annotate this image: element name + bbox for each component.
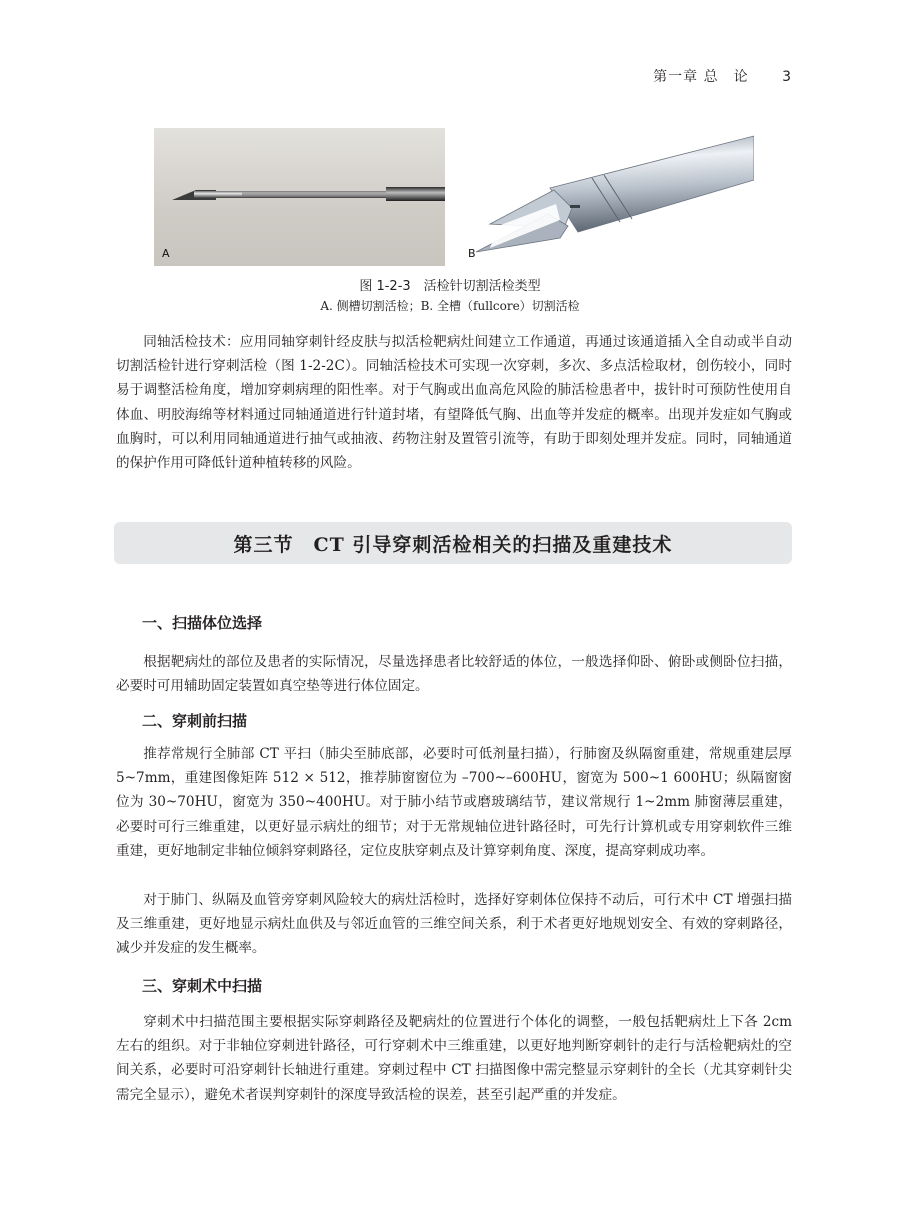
- paragraph-intraoperative-scan: 穿刺术中扫描范围主要根据实际穿刺路径及靶病灶的位置进行个体化的调整，一般包括靶病灶上下各 2cm 左右的组织。对于非轴位穿刺进针路径，可行穿刺术中三维重建，以更好地判断穿刺针的走行与活检靶病灶的空间关系，必要时可沿穿刺针长轴进行重建。穿刺过程中 CT 扫描图像中需完整显示穿刺针的全长（尤其穿刺针尖需完全显示），避免术者误判穿刺针的深度导致活检的误差，甚至引起严重的并发症。: [116, 1014, 792, 1103]
- section-title: 第三节 CT 引导穿刺活检相关的扫描及重建技术: [233, 533, 673, 556]
- figure-1-2-3: [154, 128, 754, 266]
- figure-caption: [0, 278, 900, 315]
- panel-b-label: B: [468, 247, 476, 260]
- paragraph-enhanced-scan: 对于肺门、纵隔及血管旁穿刺风险较大的病灶活检时，选择好穿刺体位保持不动后，可行术中 CT 增强扫描及三维重建，更好地显示病灶血供及与邻近血管的三维空间关系，利于术者更好地规划安全、有效的穿刺路径，减少并发症的发生概率。: [116, 892, 792, 957]
- subsection-heading-3: 三、穿刺术中扫描: [142, 977, 263, 995]
- subsection-heading-2: 二、穿刺前扫描: [142, 712, 248, 730]
- paragraph-pre-scan: 推荐常规行全肺部 CT 平扫（肺尖至肺底部，必要时可低剂量扫描），行肺窗及纵隔窗重建，常规重建层厚 5~7mm，重建图像矩阵 512 × 512，推荐肺窗窗位为 –700~–600HU，窗宽为 500~1 600HU；纵隔窗窗位为 30~70HU，窗宽为 350~400HU。对于肺小结节或磨玻璃结节，建议常规行 1~2mm 肺窗薄层重建，必要时可行三维重建，以更好显示病灶的细节；对于无常规轴位进针路径时，可先行计算机或专用穿刺软件三维重建，更好地制定非轴位倾斜穿刺路径，定位皮肤穿刺点及计算穿刺角度、深度，提高穿刺成功率。: [116, 746, 792, 859]
- paragraph-positioning: 根据靶病灶的部位及患者的实际情况，尽量选择患者比较舒适的体位，一般选择仰卧、俯卧或侧卧位扫描，必要时可用辅助固定装置如真空垫等进行体位固定。: [116, 654, 792, 695]
- paragraph-coaxial-technique: 同轴活检技术：应用同轴穿刺针经皮肤与拟活检靶病灶间建立工作通道，再通过该通道插入全自动或半自动切割活检针进行穿刺活检（图 1-2-2C）。同轴活检技术可实现一次穿刺，多次、多点活检取材，创伤较小，同时易于调整活检角度，增加穿刺病理的阳性率。对于气胸或出血高危风险的肺活检患者中，拔针时可预防性使用自体血、明胶海绵等材料通过同轴通道进行针道封堵，有望降低气胸、出血等并发症的概率。出现并发症如气胸或血胸时，可以利用同轴通道进行抽气或抽液、药物注射及置管引流等，有助于即刻处理并发症。同时，同轴通道的保护作用可降低针道种植转移的风险。: [116, 334, 792, 472]
- figure-panel-a: [154, 128, 445, 266]
- chapter-title: 第一章 总 论: [653, 69, 749, 85]
- figure-panel-b: [460, 128, 754, 266]
- panel-a-label: A: [162, 247, 170, 260]
- page-number: 3: [782, 69, 792, 85]
- subsection-heading-1: 一、扫描体位选择: [142, 614, 263, 632]
- full-core-needle-drawing: [460, 128, 754, 266]
- section-heading-bar: [114, 522, 792, 564]
- running-head: [653, 66, 792, 86]
- figure-caption-title: 图 1-2-3 活检针切割活检类型: [359, 279, 541, 294]
- side-notch-needle-photo: [154, 128, 445, 266]
- figure-caption-subtitle: A. 侧槽切割活检；B. 全槽（fullcore）切割活检: [320, 299, 580, 313]
